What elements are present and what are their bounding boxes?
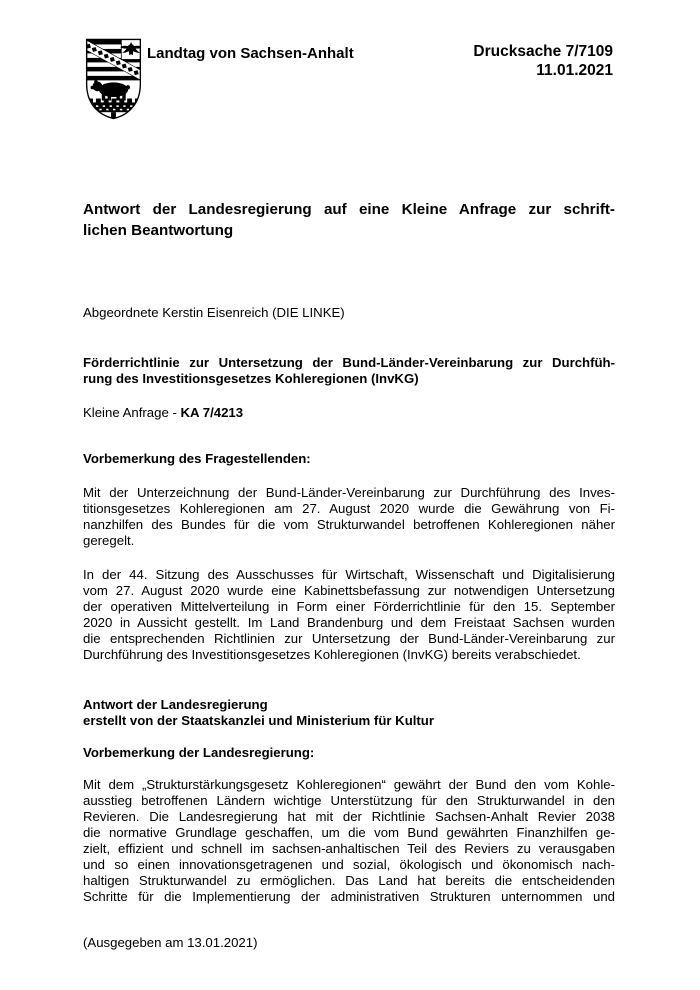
doc-number: Drucksache 7/7109 [473, 43, 613, 60]
text-line: nanzhilfen des Bundes für die vom Strukturwandel betroffenen Kohleregionen näher [83, 517, 615, 532]
text-line: In der 44. Sitzung des Ausschusses für Wirtschaft, Wissenschaft und Digitalisierung [83, 567, 615, 582]
document-header [83, 0, 615, 120]
text-line: Antwort der Landesregierung auf eine Kleine Anfrage zur schrift- [83, 201, 615, 218]
text-line: geregelt. [83, 533, 135, 548]
text-line: lichen Beantwortung [83, 222, 234, 239]
section-heading-government: Vorbemerkung der Landesregierung: [83, 745, 315, 760]
section-heading-questioner: Vorbemerkung des Fragestellenden: [83, 451, 311, 466]
text-line: die entsprechenden Richtlinien zur Untersetzung der Bund-Länder-Vereinbarung zur [83, 631, 615, 646]
request-line [83, 405, 615, 421]
text-line: haltigen Strukturwandel zu ermöglichen. Das Land hat bereits die entscheidenden [83, 873, 615, 888]
request-label: Kleine Anfrage - [83, 405, 181, 420]
text-line: 2020 in Aussicht gestellt. Im Land Brandenburg und dem Freistaat Sachsen wurden [83, 615, 615, 630]
text-line: vom 27. August 2020 wurde eine Kabinettsbefassung zur notwendigen Untersetzung [83, 583, 615, 598]
document-title [83, 199, 615, 241]
sachsen-anhalt-coat-of-arms-icon [85, 38, 142, 120]
text-line: Revieren. Die Landesregierung hat mit der Richtlinie Sachsen-Anhalt Revier 2038 [83, 809, 615, 824]
subject-heading [83, 355, 615, 387]
text-line: Antwort der Landesregierung [83, 697, 268, 712]
text-line: zielt, effizient und schnell im sachsen-anhaltischen Teil des Reviers zu verausgaben [83, 841, 615, 856]
text-line: Durchführung des Investitionsgesetzes Kohleregionen (InvKG) bereits verabschiedet. [83, 647, 581, 662]
text-line: rung des Investitionsgesetzes Kohleregionen (InvKG) [83, 371, 419, 386]
institution-name: Landtag von Sachsen-Anhalt [147, 45, 354, 62]
paragraph [83, 485, 615, 549]
text-line: Förderrichtlinie zur Untersetzung der Bund-Länder-Vereinbarung zur Durchfüh- [83, 355, 615, 370]
request-number: KA 7/4213 [180, 405, 244, 420]
footer-note: (Ausgegeben am 13.01.2021) [83, 935, 258, 950]
text-line: Schritte für die Implementierung der administrativen Strukturen unternommen und [83, 889, 615, 904]
text-line: der operativen Mittelverteilung in Form einer Förderrichtlinie für den 15. September [83, 599, 615, 614]
text-line: Mit dem „Strukturstärkungsgesetz Kohleregionen“ gewährt der Bund den vom Kohle- [83, 777, 615, 792]
text-line: und so einen innovationsgetragenen und sozial, ökologisch und ökonomisch nach- [83, 857, 615, 872]
paragraph [83, 567, 615, 663]
text-line: ausstieg betroffenen Ländern wichtige Unterstützung für den Strukturwandel in den [83, 793, 615, 808]
text-line: die normative Grundlage geschaffen, um die vom Bund gewährten Finanzhilfen ge- [83, 825, 615, 840]
text-line: titionsgesetzes Kohleregionen am 27. August 2020 wurde die Gewährung von Fi- [83, 501, 615, 516]
document-info [473, 42, 613, 80]
text-line: erstellt von der Staatskanzlei und Ministerium für Kultur [83, 713, 434, 728]
text-line: Mit der Unterzeichnung der Bund-Länder-Vereinbarung zur Durchführung des Inves- [83, 485, 615, 500]
addressee: Abgeordnete Kerstin Eisenreich (DIE LINKE) [83, 305, 345, 320]
paragraph [83, 777, 615, 905]
doc-date: 11.01.2021 [536, 62, 613, 79]
answer-attribution [83, 697, 615, 729]
